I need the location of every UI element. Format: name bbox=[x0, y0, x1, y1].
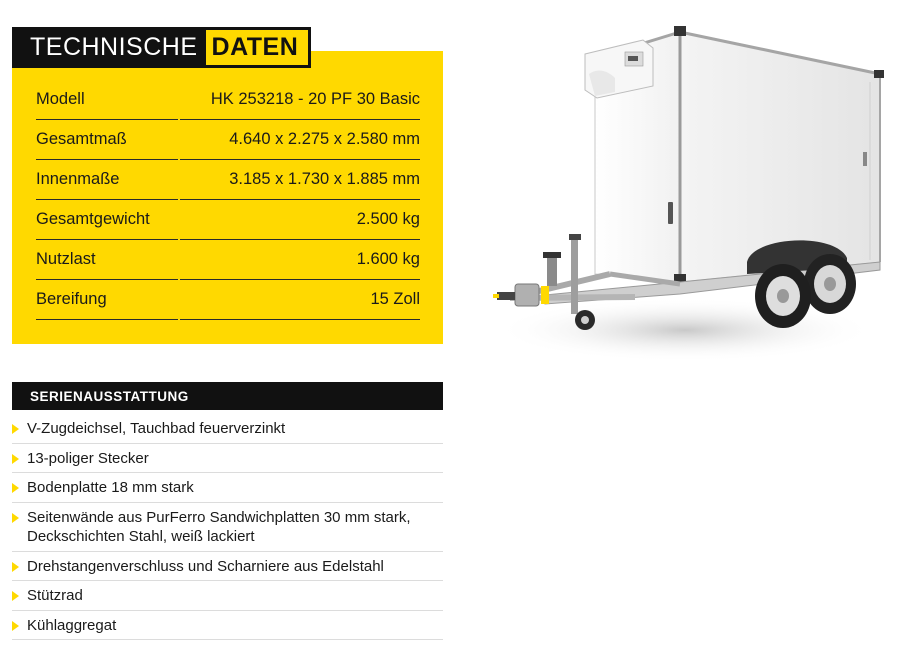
spec-value: 1.600 kg bbox=[356, 250, 420, 268]
triangle-bullet-icon bbox=[12, 424, 19, 434]
spec-row-gesamtgewicht bbox=[36, 200, 420, 240]
spec-value: 4.640 x 2.275 x 2.580 mm bbox=[229, 130, 420, 148]
list-item-text: Drehstangenverschluss und Scharniere aus Edelstahl bbox=[27, 557, 384, 575]
trailer-illustration bbox=[485, 12, 895, 367]
list-item-text: Seitenwände aus PurFerro Sandwichplatten 30 mm stark, bbox=[27, 508, 411, 526]
spec-value: HK 253218 - 20 PF 30 Basic bbox=[210, 90, 420, 108]
spec-table bbox=[36, 80, 420, 320]
tech-title-part1: TECHNISCHE bbox=[12, 27, 206, 68]
serienausstattung-title: SERIENAUSSTATTUNG bbox=[12, 382, 443, 410]
spec-row-bereifung bbox=[36, 280, 420, 320]
list-item-text: V-Zugdeichsel, Tauchbad feuerverzinkt bbox=[27, 420, 286, 437]
list-item-text-block bbox=[27, 508, 411, 547]
list-item bbox=[12, 444, 443, 474]
spec-label: Nutzlast bbox=[36, 250, 96, 268]
list-item-text: 13-poliger Stecker bbox=[27, 449, 149, 467]
list-item-text: Stützrad bbox=[27, 587, 83, 604]
list-item-text: Kühlaggregat bbox=[27, 616, 117, 634]
spec-label: Modell bbox=[36, 90, 85, 108]
list-item bbox=[12, 611, 443, 641]
list-item bbox=[12, 414, 443, 444]
list-item bbox=[12, 552, 443, 582]
spec-label: Gesamtmaß bbox=[36, 130, 127, 148]
triangle-bullet-icon bbox=[12, 513, 19, 523]
tech-title-part2: DATEN bbox=[206, 27, 312, 68]
spec-value: 15 Zoll bbox=[370, 290, 420, 308]
spec-row-modell bbox=[36, 80, 420, 120]
spec-row-nutzlast bbox=[36, 240, 420, 280]
list-item bbox=[12, 581, 443, 611]
wheel-rear bbox=[804, 254, 856, 314]
list-item-text: Bodenplatte 18 mm stark bbox=[27, 479, 194, 496]
spec-row-gesamtmass bbox=[36, 120, 420, 160]
triangle-bullet-icon bbox=[12, 454, 19, 464]
triangle-bullet-icon bbox=[12, 621, 19, 631]
spec-row-innenmasse bbox=[36, 160, 420, 200]
list-item bbox=[12, 473, 443, 503]
spec-value: 2.500 kg bbox=[356, 210, 420, 228]
tech-data-title bbox=[12, 27, 311, 68]
spec-value: 3.185 x 1.730 x 1.885 mm bbox=[229, 170, 420, 188]
spec-label: Innenmaße bbox=[36, 170, 120, 188]
triangle-bullet-icon bbox=[12, 591, 19, 601]
wheel-front bbox=[755, 264, 811, 328]
list-item-text: Deckschichten Stahl, weiß lackiert bbox=[27, 528, 255, 545]
triangle-bullet-icon bbox=[12, 483, 19, 493]
serienausstattung-list bbox=[12, 414, 443, 640]
spec-label: Bereifung bbox=[36, 290, 107, 308]
list-item bbox=[12, 503, 443, 552]
spec-label: Gesamtgewicht bbox=[36, 210, 150, 228]
triangle-bullet-icon bbox=[12, 562, 19, 572]
